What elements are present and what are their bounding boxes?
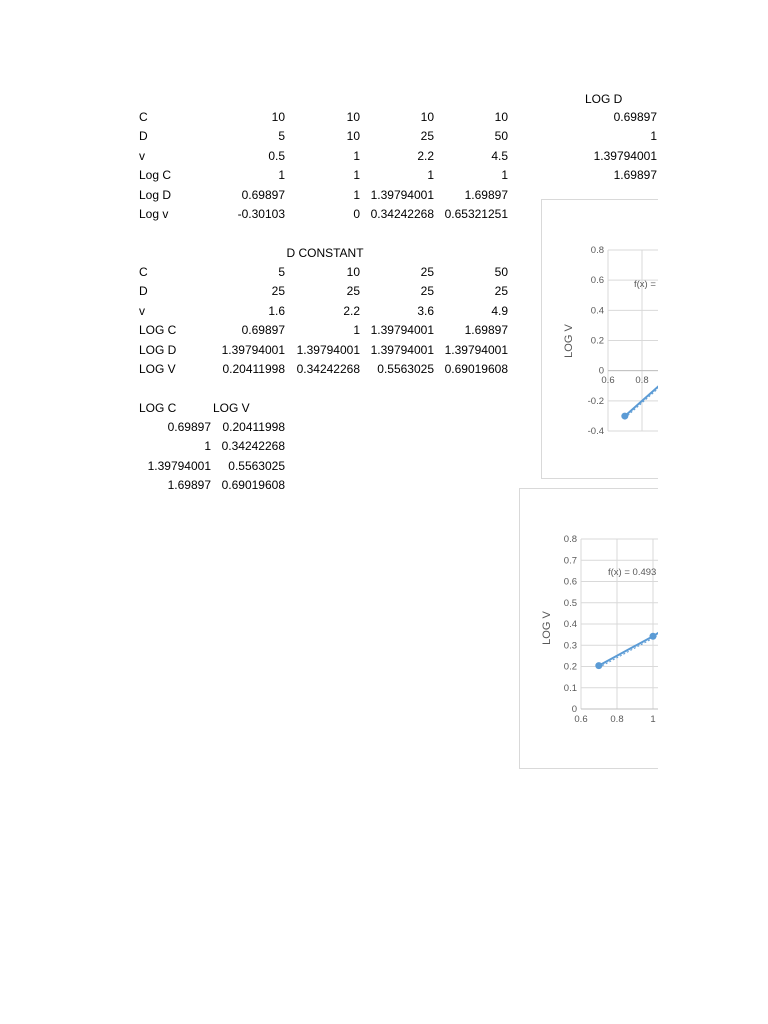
table-cell: 0.34242268 <box>296 362 360 376</box>
table-cell: 1.39794001 <box>444 342 508 357</box>
row-label: C <box>139 110 148 124</box>
table-cell: 0.20411998 <box>222 362 285 376</box>
log-d-header: LOG D <box>585 92 623 106</box>
table-cell: 10 <box>346 110 360 124</box>
table-cell: 0.5563025 <box>377 362 434 376</box>
table-cell: 1.39794001 <box>370 187 434 202</box>
table-cell: 1.69897 <box>464 187 508 202</box>
table-cell: 0.5563025 <box>228 458 285 473</box>
row-label: C <box>139 265 148 279</box>
table-cell: 1 <box>353 148 360 163</box>
y-tick-label: 0.3 <box>563 640 577 652</box>
table-cell: 1.39794001 <box>296 342 360 357</box>
table-cell: 25 <box>420 284 434 299</box>
table-cell: 1 <box>353 187 360 202</box>
y-tick-label: 0.2 <box>563 661 577 673</box>
row-label: D <box>139 284 148 299</box>
y-axis-label: LOG V <box>541 611 553 645</box>
trendline <box>625 274 658 418</box>
x-tick-label: 0.6 <box>601 375 615 386</box>
x-tick-label: 1 <box>650 714 656 725</box>
table-cell: 5 <box>278 265 285 279</box>
table-cell: 4.5 <box>491 148 508 163</box>
table-2-title: D CONSTANT <box>286 246 364 260</box>
table-cell: 25 <box>271 284 285 299</box>
table-cell: 1 <box>353 168 360 183</box>
data-point <box>621 413 628 420</box>
y-tick-label: 0.2 <box>590 335 604 347</box>
y-tick-label: 0.6 <box>590 275 604 287</box>
data-point <box>595 662 602 669</box>
column-header: LOG C <box>139 401 177 415</box>
chart-2 <box>520 489 658 768</box>
y-tick-label: 0.4 <box>563 619 577 630</box>
table-cell: 0 <box>353 207 360 221</box>
table-cell: 0.20411998 <box>222 420 285 434</box>
y-tick-label: -0.2 <box>587 395 604 407</box>
table-cell: 1.69897 <box>464 323 508 338</box>
table-cell: 1 <box>353 323 360 338</box>
chart-1 <box>542 200 658 478</box>
chart-1-box[interactable] <box>541 199 658 479</box>
table-cell: 10 <box>420 110 434 124</box>
table-cell: 5 <box>278 129 285 144</box>
table-cell: 0.69019608 <box>221 478 285 493</box>
table-cell: 0.69897 <box>167 420 211 434</box>
y-tick-label: 0.7 <box>563 555 577 567</box>
table-cell: 0.65321251 <box>444 207 508 221</box>
y-tick-label: 0.5 <box>563 597 577 609</box>
row-label: v <box>139 148 145 163</box>
table-cell: 0.34242268 <box>370 207 434 221</box>
table-cell: 1.39794001 <box>370 342 434 357</box>
table-cell: 0.69019608 <box>444 362 508 376</box>
table-cell: 25 <box>494 284 508 299</box>
table-cell: 0.69897 <box>241 323 285 338</box>
table-cell: 1.39794001 <box>147 458 211 473</box>
table-cell: 3.6 <box>417 303 434 318</box>
row-label: Log C <box>139 168 172 183</box>
table-cell: 10 <box>271 110 285 124</box>
row-label: LOG C <box>139 323 177 338</box>
table-cell: 50 <box>494 265 508 279</box>
y-tick-label: 0 <box>598 365 604 377</box>
series-line <box>625 272 658 416</box>
table-cell: 2.2 <box>417 148 434 163</box>
y-tick-label: 0.1 <box>563 682 577 694</box>
row-label: LOG D <box>139 342 177 357</box>
y-axis-label: LOG V <box>563 324 575 358</box>
table-cell: 1 <box>278 168 285 183</box>
table-cell: 10 <box>346 265 360 279</box>
table-cell: 25 <box>420 129 434 144</box>
row-label: LOG V <box>139 362 176 376</box>
x-tick-label: 0.8 <box>610 714 624 725</box>
table-cell: 2.2 <box>343 303 360 318</box>
table-cell: 0.69897 <box>241 187 285 202</box>
log-d-value: 0.69897 <box>613 110 657 124</box>
table-cell: 1 <box>204 439 211 454</box>
trendline <box>599 564 658 667</box>
row-label: Log D <box>139 187 172 202</box>
table-cell: 1.6 <box>268 303 285 318</box>
table-cell: 50 <box>494 129 508 144</box>
table-cell: 1.69897 <box>167 478 211 493</box>
table-cell: 0.34242268 <box>221 439 285 454</box>
table-cell: 1 <box>427 168 434 183</box>
y-tick-label: 0.6 <box>563 576 577 588</box>
table-cell: 1 <box>501 168 508 183</box>
y-tick-label: -0.4 <box>587 426 604 437</box>
y-tick-label: 0.4 <box>590 305 604 317</box>
row-label: Log v <box>139 207 169 221</box>
column-header: LOG V <box>213 401 250 415</box>
y-tick-label: 0 <box>571 704 577 715</box>
chart-2-box[interactable] <box>519 488 658 769</box>
log-d-value: 1.39794001 <box>593 148 657 163</box>
y-tick-label: 0.8 <box>563 534 577 545</box>
log-d-value: 1 <box>650 129 657 144</box>
table-cell: 4.9 <box>491 303 508 318</box>
x-tick-label: 0.6 <box>574 714 588 725</box>
data-point <box>650 633 657 640</box>
y-tick-label: 0.8 <box>590 245 604 256</box>
table-cell: 25 <box>346 284 360 299</box>
x-tick-label: 0.8 <box>635 375 649 386</box>
trendline-equation: f(x) = <box>634 279 656 290</box>
table-cell: 1.39794001 <box>221 342 285 357</box>
table-cell: 10 <box>494 110 508 124</box>
row-label: D <box>139 129 148 144</box>
row-label: v <box>139 303 145 318</box>
table-cell: 1.39794001 <box>370 323 434 338</box>
table-cell: -0.30103 <box>237 207 285 221</box>
trendline-equation: f(x) = 0.493 <box>608 567 657 578</box>
table-cell: 0.5 <box>268 148 285 163</box>
table-cell: 25 <box>420 265 434 279</box>
table-cell: 10 <box>346 129 360 144</box>
log-d-value: 1.69897 <box>613 168 657 183</box>
